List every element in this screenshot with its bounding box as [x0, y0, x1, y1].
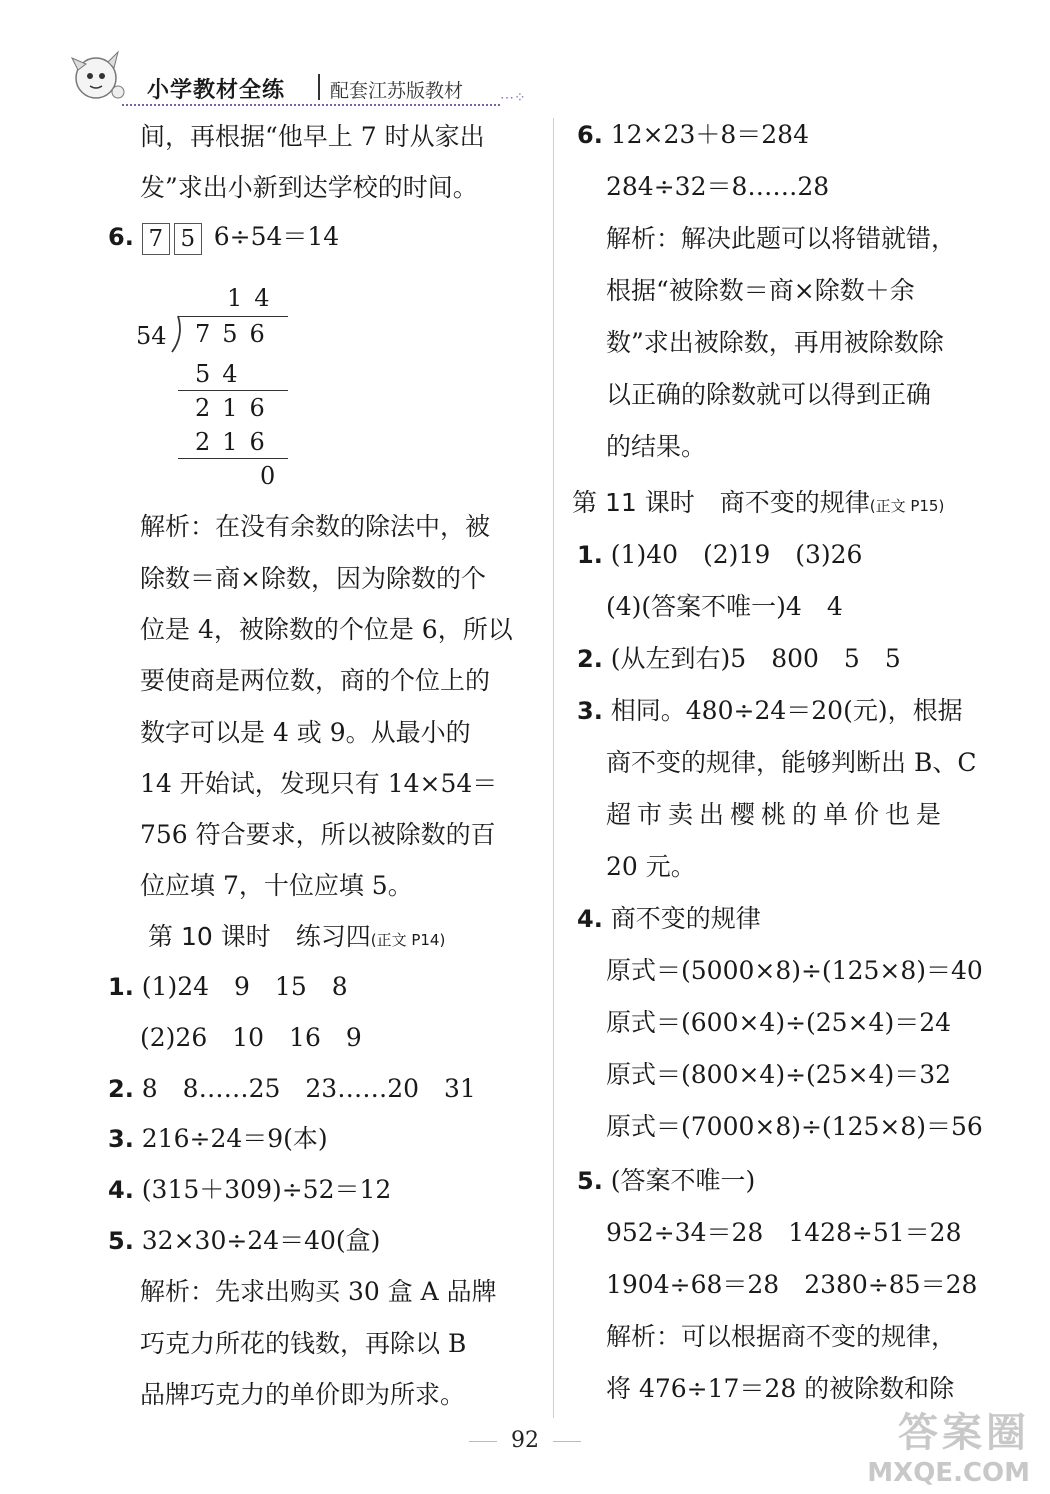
- analysis-line: 要使商是两位数，商的个位上的: [140, 666, 491, 695]
- section-title: 第 10 课时 练习四: [148, 922, 371, 951]
- analysis-line: 解析：可以根据商不变的规律，: [606, 1322, 957, 1351]
- answer-2: [108, 1074, 476, 1104]
- analysis-line: 数字可以是 4 或 9。从最小的: [140, 718, 471, 747]
- answer-text: 12×23＋8＝284: [610, 120, 809, 149]
- division-divisor: 54: [136, 322, 167, 350]
- answer-2: [577, 644, 901, 674]
- answer-box: 7: [142, 223, 170, 255]
- answer-1b: (4)(答案不唯一)4 4: [606, 592, 843, 621]
- section-page-ref: (正文 P15): [869, 497, 945, 515]
- division-quotient: 14: [227, 284, 282, 312]
- division-bar: [178, 316, 288, 317]
- answer-text: 超市卖出樱桃的单价也是: [606, 800, 948, 829]
- analysis-line: 以正确的除数就可以得到正确: [606, 380, 932, 409]
- header-subtitle: 配套江苏版教材: [330, 80, 464, 102]
- answer-1b: (2)26 10 16 9: [140, 1023, 362, 1052]
- division-remainder: 0: [260, 462, 288, 490]
- question-number: 4.: [577, 905, 603, 933]
- analysis-line: 位应填 7，十位应填 5。: [140, 871, 413, 900]
- left-line-2: 发”求出小新到达学校的时间。: [140, 173, 478, 202]
- analysis-line: 解析：在没有余数的除法中，被: [140, 512, 491, 541]
- question-number: 6.: [577, 121, 603, 149]
- page-number-text: 92: [511, 1428, 539, 1453]
- mascot-logo-icon: [68, 48, 130, 106]
- answer-text: 20 元。: [606, 852, 696, 881]
- question-number: 2.: [108, 1075, 134, 1103]
- analysis-line: 14 开始试，发现只有 14×54＝: [140, 769, 498, 798]
- answer-1: [577, 540, 862, 570]
- question-text: 6÷54＝14: [213, 222, 340, 251]
- formula-line: 原式＝(600×4)÷(25×4)＝24: [606, 1008, 952, 1037]
- formula-line: 原式＝(7000×8)÷(125×8)＝56: [606, 1112, 983, 1141]
- question-number: 3.: [577, 697, 603, 725]
- answer-1: [108, 972, 348, 1002]
- analysis-line: 解析：先求出购买 30 盒 A 品牌: [140, 1277, 497, 1306]
- long-division: [130, 280, 300, 490]
- division-step: 54: [195, 360, 250, 388]
- answer-text: (答案不唯一): [610, 1166, 756, 1195]
- analysis-line: 位是 4，被除数的个位是 6，所以: [140, 615, 513, 644]
- division-rule: [178, 390, 288, 391]
- analysis-line: 除数＝商×除数，因为除数的个: [140, 564, 486, 593]
- analysis-line: 解析：解决此题可以将错就错，: [606, 224, 957, 253]
- formula-line: 原式＝(800×4)÷(25×4)＝32: [606, 1060, 952, 1089]
- answer-6-right: [577, 120, 809, 150]
- answer-3: [577, 696, 963, 726]
- watermark: [867, 1401, 1030, 1488]
- question-number: 6.: [108, 223, 134, 251]
- header-separator: [318, 74, 320, 100]
- section-heading-11: [572, 488, 944, 518]
- answer-text: (1)24 9 15 8: [141, 972, 348, 1001]
- question-number: 4.: [108, 1176, 134, 1204]
- answer-text: 284÷32＝8……28: [606, 172, 830, 201]
- left-line-1: 间，再根据“他早上 7 时从家出: [140, 122, 485, 151]
- division-step: 216: [195, 394, 277, 422]
- answer-text: 商不变的规律，能够判断出 B、C: [606, 748, 977, 777]
- formula-line: 952÷34＝28 1428÷51＝28: [606, 1218, 962, 1247]
- header-rule: [122, 104, 500, 106]
- division-bracket-icon: [170, 314, 190, 354]
- question-number: 1.: [108, 973, 134, 1001]
- answer-text: 商不变的规律: [610, 904, 761, 933]
- formula-line: 1904÷68＝28 2380÷85＝28: [606, 1270, 978, 1299]
- question-number: 3.: [108, 1125, 134, 1153]
- answer-5: [108, 1226, 380, 1256]
- answer-text: 32×30÷24＝40(盒): [141, 1226, 381, 1255]
- answer-text: 相同。480÷24＝20(元)，根据: [610, 696, 963, 725]
- watermark-url: MXQE.COM: [867, 1458, 1030, 1488]
- answer-text: (1)40 (2)19 (3)26: [610, 540, 863, 569]
- section-page-ref: (正文 P14): [370, 931, 446, 949]
- answer-4: [577, 904, 761, 934]
- column-divider: [553, 118, 554, 1418]
- question-number: 2.: [577, 645, 603, 673]
- question-number: 1.: [577, 541, 603, 569]
- answer-box: 5: [174, 223, 202, 255]
- question-number: 5.: [577, 1167, 603, 1195]
- answer-5: [577, 1166, 755, 1196]
- division-rule: [178, 458, 288, 459]
- analysis-line: 数”求出被除数，再用被除数除: [606, 328, 944, 357]
- answer-text: (从左到右)5 800 5 5: [610, 644, 901, 673]
- section-heading-10: [148, 922, 445, 952]
- answer-text: 8 8……25 23……20 31: [141, 1074, 476, 1103]
- analysis-line: 巧克力所花的钱数，再除以 B: [140, 1329, 467, 1358]
- answer-text: (315＋309)÷52＝12: [141, 1175, 392, 1204]
- answer-text: 216÷24＝9(本): [141, 1124, 328, 1153]
- section-title: 第 11 课时 商不变的规律: [572, 488, 870, 517]
- header-decoration: ⋯⁘: [500, 90, 526, 106]
- answer-4: [108, 1175, 391, 1205]
- analysis-line: 将 476÷17＝28 的被除数和除: [606, 1374, 955, 1403]
- answer-3: [108, 1124, 328, 1154]
- division-dividend: 756: [195, 320, 277, 348]
- analysis-line: 品牌巧克力的单价即为所求。: [140, 1380, 466, 1409]
- watermark-title: 答案圈: [898, 1410, 1030, 1456]
- header-brand: 小学教材全练: [147, 78, 286, 103]
- question-number: 5.: [108, 1227, 134, 1255]
- analysis-line: 756 符合要求，所以被除数的百: [140, 820, 496, 849]
- formula-line: 原式＝(5000×8)÷(125×8)＝40: [606, 956, 983, 985]
- analysis-line: 根据“被除数＝商×除数＋余: [606, 276, 915, 305]
- division-step: 216: [195, 428, 277, 456]
- question-6-left: [108, 222, 339, 255]
- analysis-line: 的结果。: [606, 432, 707, 461]
